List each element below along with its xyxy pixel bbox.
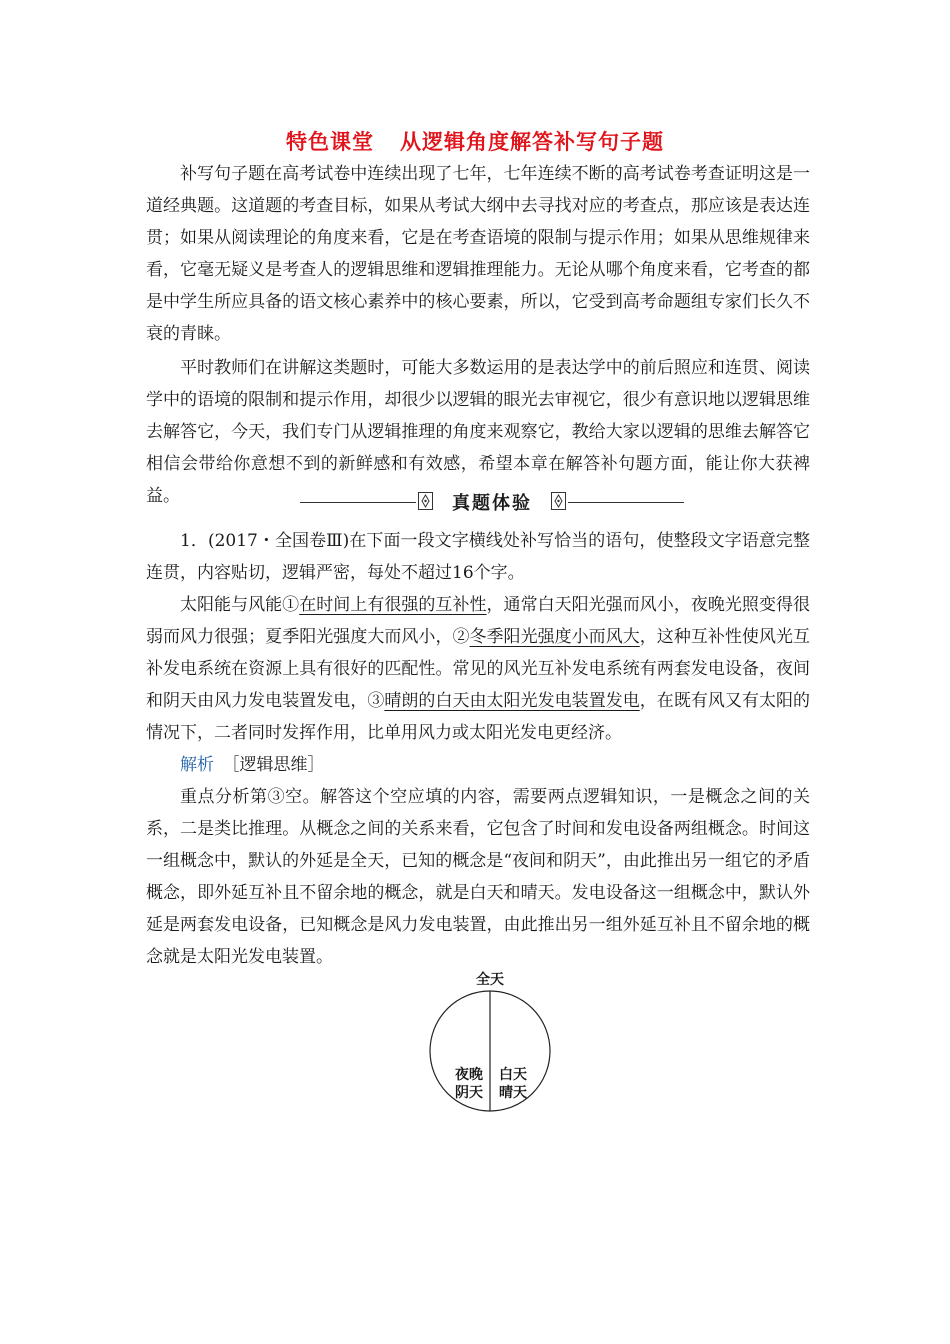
analysis-tag: ［逻辑思维］: [231, 755, 325, 775]
intro-paragraph-1: 补写句子题在高考试卷中连续出现了七年，七年连续不断的高考试卷考查证明这是一道经典题。这道题的考查目标，如果从考试大纲中去寻找对应的考查点，那应该是表达连贯；如果从阅读理论的角度来看，它是在考查语境的限制与提示作用；如果从思维规律来看，它毫无疑义是考查人的逻辑思维和逻辑推理能力。无论从哪个角度来看，它考查的都是中学生所应具备的语文核心素养中的核心要素，所以，它受到高考命题组专家们长久不衰的青睐。: [146, 164, 810, 344]
diagram-label-cloudy: 阴天: [455, 1085, 483, 1101]
title-part-2: 从逻辑角度解答补写句子题: [400, 130, 664, 154]
diagram-label-sunny: 晴天: [499, 1085, 527, 1101]
passage-text-3: ，这种互补性使风光互补发电系统在资源上具有很好的匹配性。常见的风光互补发电系统有两套发电设备，夜间和阴天由风力发电装置发电，③: [146, 627, 811, 711]
page-title: [0, 126, 950, 156]
concept-diagram: [420, 966, 560, 1116]
question-section: [146, 525, 810, 973]
answer-3: 晴朗的白天由太阳光发电装置发电: [384, 691, 640, 711]
diagram-label-daytime: 白天: [499, 1067, 527, 1083]
pen-nib-icon: [551, 492, 566, 510]
question-passage: [146, 589, 810, 749]
analysis-text: 重点分析第③空。解答这个空应填的内容，需要两点逻辑知识，一是概念之间的关系，二是类比推理。从概念之间的关系来看，它包含了时间和发电设备两组概念。时间这一组概念中，默认的外延是全天，已知的概念是“夜间和阴天”，由此推出另一组它的矛盾概念，即外延互补且不留余地的概念，就是白天和晴天。发电设备这一组概念中，默认外延是两套发电设备，已知概念是风力发电装置，由此推出另一组外延互补且不留余地的概念就是太阳光发电装置。: [146, 787, 810, 967]
intro-section: [146, 158, 810, 512]
question-stem: 1．(2017・全国卷Ⅲ)在下面一段文字横线处补写恰当的语句，使整段文字语意完整连贯，内容贴切，逻辑严密，每处不超过16个字。: [146, 531, 810, 583]
intro-paragraph-2: 平时教师们在讲解这类题时，可能大多数运用的是表达学中的前后照应和连贯、阅读学中的语境的限制和提示作用，却很少以逻辑的眼光去审视它，很少有意识地以逻辑思维去解答它，今天，我们专门从逻辑推理的角度来观察它，教给大家以逻辑的思维去解答它相信会带给你意想不到的新鲜感和有效感，希望本章在解答补句题方面，能让你大获裨益。: [146, 358, 810, 506]
section-label: 真题体验: [452, 493, 532, 514]
diagram-label-night: 夜晚: [455, 1067, 483, 1083]
section-header: [300, 487, 684, 517]
passage-text-2: ，通常白天阳光强而风小，夜晚光照变得很弱而风力很强；夏季阳光强度大而风小，②: [146, 595, 811, 647]
analysis-label: 解析: [180, 755, 214, 775]
section-rule-right: [568, 502, 684, 503]
passage-text-4: ，在既有风又有太阳的情况下，二者同时发挥作用，比单用风力或太阳光发电更经济。: [146, 691, 811, 743]
analysis-heading: [146, 749, 810, 781]
answer-1: 在时间上有很强的互补性: [299, 595, 487, 615]
answer-2: 冬季阳光强度小而风大: [469, 627, 640, 647]
diagram-label-whole-day: 全天: [476, 972, 504, 988]
title-part-1: 特色课堂: [286, 130, 374, 154]
passage-text-1: 太阳能与风能①: [180, 595, 300, 615]
